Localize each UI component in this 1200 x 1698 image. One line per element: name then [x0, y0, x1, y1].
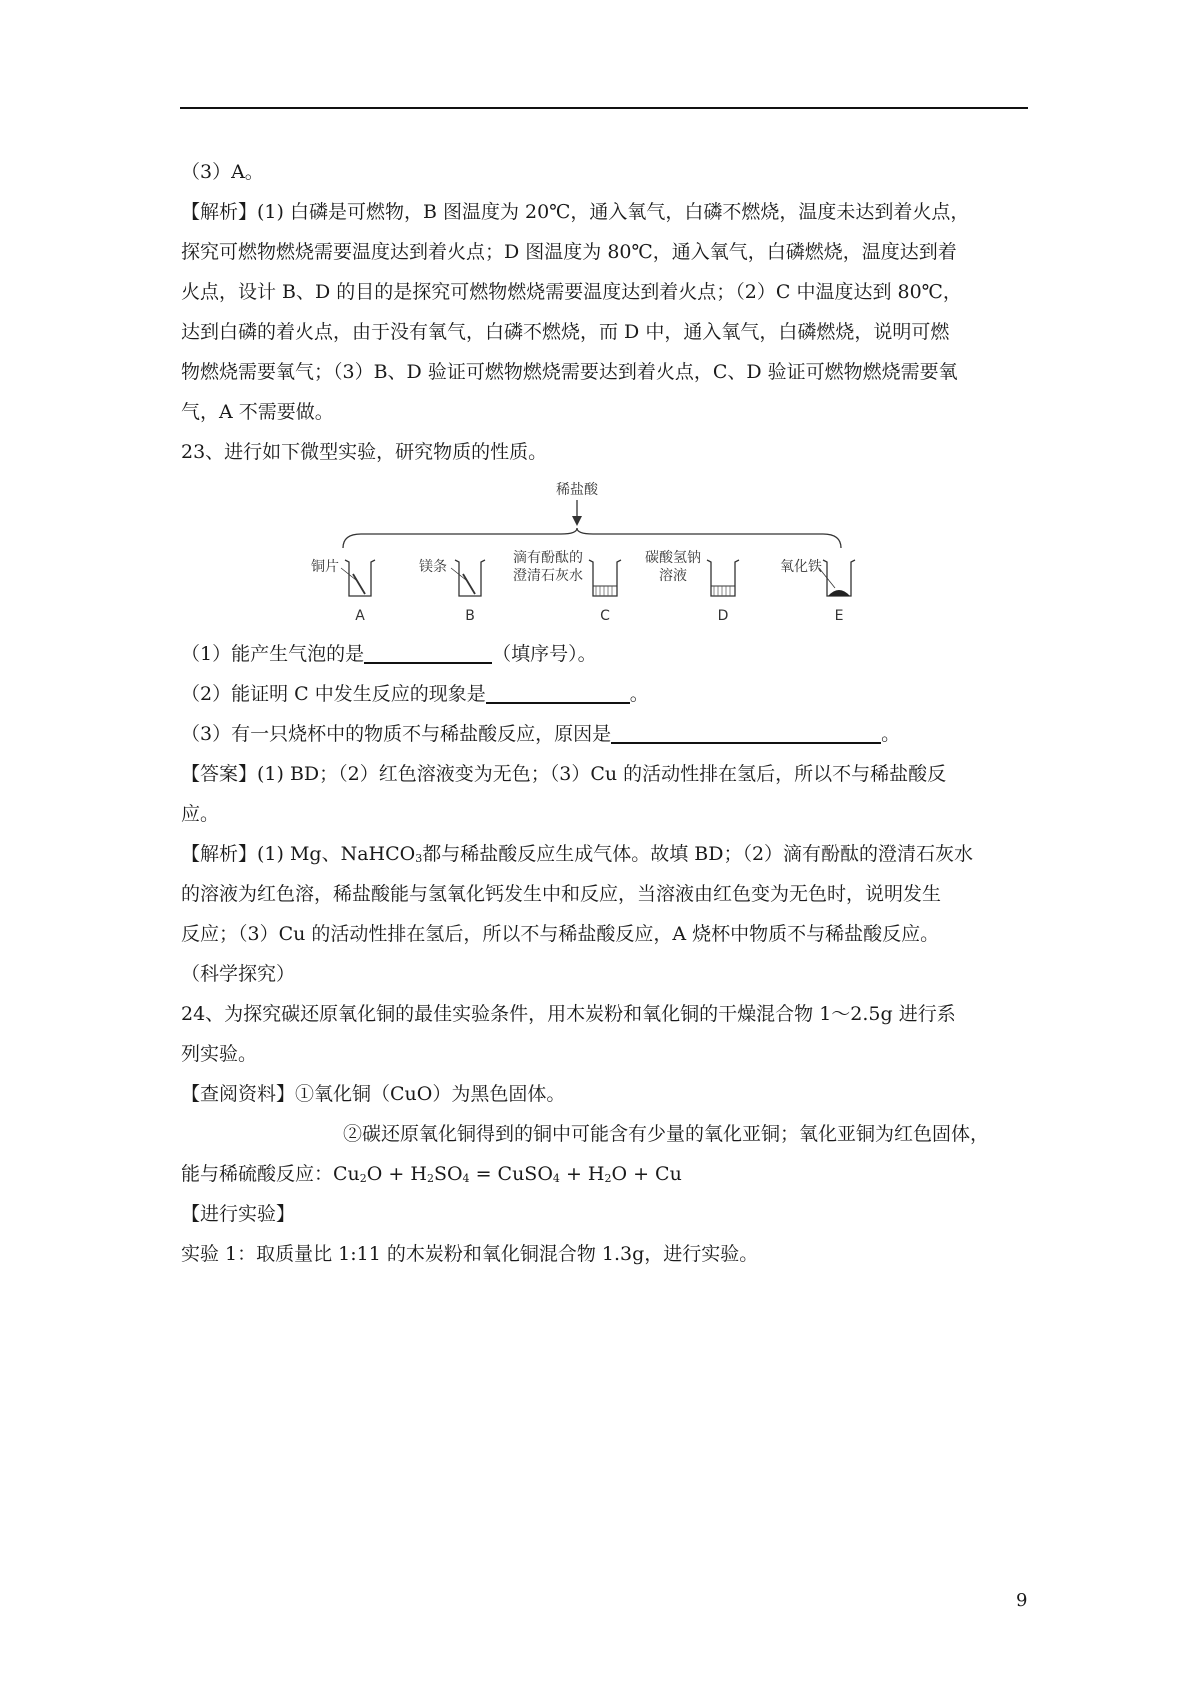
q23-question-1-suffix: （填序号）。 — [492, 643, 597, 665]
q24-experiment-heading: 【进行实验】 — [181, 1203, 296, 1225]
q23-explanation-line: 反应；（3）Cu 的活动性排在氢后，所以不与稀盐酸反应，A 烧杯中物质不与稀盐酸反应。 — [181, 923, 940, 945]
iron-oxide-powder — [828, 590, 850, 596]
answer-blank — [611, 718, 881, 744]
subscript: 3 — [415, 852, 423, 865]
page-number: 9 — [1016, 1590, 1028, 1611]
beaker-a-label: 铜片 — [311, 559, 339, 575]
beaker-c-letter: C — [600, 608, 610, 624]
q24-reference-3 — [181, 1154, 1029, 1194]
beaker-c-label-1: 滴有酚酞的 — [513, 550, 583, 566]
equation-part: O + H — [366, 1163, 427, 1185]
q23-stem: 23、进行如下微型实验，研究物质的性质。 — [181, 441, 548, 463]
q23-explanation-part: 都与稀盐酸反应生成气体。故填 BD；（2）滴有酚酞的澄清石灰水 — [422, 843, 974, 865]
q23-answer-line: 【答案】(1) BD；（2）红色溶液变为无色；（3）Cu 的活动性排在氢后，所以不与稀盐酸反 — [181, 763, 947, 785]
q24-stem-line: 列实验。 — [181, 1043, 258, 1065]
answer-blank — [486, 678, 630, 704]
section-heading: （科学探究） — [181, 963, 296, 985]
experiment-figure — [181, 476, 1029, 626]
beaker-b-letter: B — [465, 608, 475, 624]
equation-part: SO — [433, 1163, 463, 1185]
liquid-hatching — [596, 586, 612, 596]
brace — [343, 528, 841, 548]
q24-reference-2: ②碳还原氧化铜得到的铜中可能含有少量的氧化亚铜；氧化亚铜为红色固体， — [343, 1123, 990, 1145]
header-rule — [180, 107, 1028, 109]
beaker-d-label-1: 碳酸氢钠 — [645, 550, 701, 566]
equation-part: + H — [559, 1163, 605, 1185]
q23-question-1 — [181, 634, 1029, 674]
q22-answer-3: （3）A。 — [181, 161, 264, 183]
beaker-b-label: 镁条 — [419, 559, 447, 575]
beaker-c-label-2: 澄清石灰水 — [513, 568, 583, 584]
beaker-diagram — [301, 476, 881, 626]
q23-question-3-text: （3）有一只烧杯中的物质不与稀盐酸反应，原因是 — [181, 723, 612, 745]
equation-part: 能与稀硫酸反应：Cu — [181, 1163, 360, 1185]
subscript: 4 — [462, 1172, 470, 1185]
q23-explanation-line: 的溶液为红色溶，稀盐酸能与氢氧化钙发生中和反应，当溶液由红色变为无色时，说明发生 — [181, 883, 942, 905]
equation-part: = CuSO — [469, 1163, 553, 1185]
figure-top-label: 稀盐酸 — [556, 482, 598, 498]
q24-stem-line: 24、为探究碳还原氧化铜的最佳实验条件，用木炭粉和氧化铜的干燥混合物 1～2.5g 进行系 — [181, 1003, 956, 1025]
q23-explanation-part: 【解析】(1) Mg、NaHCO — [181, 843, 416, 865]
subscript: 2 — [604, 1172, 612, 1185]
q23-question-2 — [181, 674, 1029, 714]
q23-question-1-text: （1）能产生气泡的是 — [181, 643, 365, 665]
q22-explanation-line: 探究可燃物燃烧需要温度达到着火点；D 图温度为 80℃，通入氧气，白磷燃烧，温度达到着 — [181, 241, 957, 263]
q23-explanation-line — [181, 834, 1029, 874]
page-content — [181, 152, 1029, 1274]
q22-explanation-line: 物燃烧需要氧气；（3）B、D 验证可燃物燃烧需要达到着火点，C、D 验证可燃物燃烧需要氧 — [181, 361, 958, 383]
q22-explanation-line: 气，A 不需要做。 — [181, 401, 334, 423]
q24-experiment-1: 实验 1：取质量比 1:11 的木炭粉和氧化铜混合物 1.3g，进行实验。 — [181, 1243, 759, 1265]
copper-strip — [353, 574, 365, 594]
beaker-d-letter: D — [717, 608, 729, 624]
q22-explanation-line: 达到白磷的着火点，由于没有氧气，白磷不燃烧，而 D 中，通入氧气，白磷燃烧，说明可燃 — [181, 321, 950, 343]
q23-answer-line: 应。 — [181, 803, 220, 825]
liquid-hatching — [714, 586, 730, 596]
q22-explanation-line: 【解析】(1) 白磷是可燃物，B 图温度为 20℃，通入氧气，白磷不燃烧，温度未达到着火点， — [181, 201, 970, 223]
q24-reference-1: 【查阅资料】①氧化铜（CuO）为黑色固体。 — [181, 1083, 566, 1105]
q23-question-2-suffix: 。 — [629, 683, 649, 705]
equation-part: O + Cu — [611, 1163, 682, 1185]
beaker-c — [589, 560, 621, 596]
beaker-e-label: 氧化铁 — [780, 559, 822, 575]
magnesium-strip — [463, 574, 475, 594]
beaker-e-letter: E — [834, 608, 844, 624]
q23-question-2-text: （2）能证明 C 中发生反应的现象是 — [181, 683, 486, 705]
subscript: 2 — [359, 1172, 367, 1185]
arrow-head — [572, 516, 582, 526]
subscript: 2 — [426, 1172, 434, 1185]
q23-question-3 — [181, 714, 1029, 754]
subscript: 4 — [552, 1172, 560, 1185]
beaker-d — [707, 560, 739, 596]
beaker-a-letter: A — [355, 608, 365, 624]
answer-blank — [364, 638, 492, 664]
q22-explanation-line: 火点，设计 B、D 的目的是探究可燃物燃烧需要温度达到着火点；（2）C 中温度达到 80℃， — [181, 281, 962, 303]
beaker-a — [345, 560, 375, 596]
q23-question-3-suffix: 。 — [881, 723, 901, 745]
beaker-b — [455, 560, 485, 596]
beaker-d-label-2: 溶液 — [659, 568, 687, 584]
